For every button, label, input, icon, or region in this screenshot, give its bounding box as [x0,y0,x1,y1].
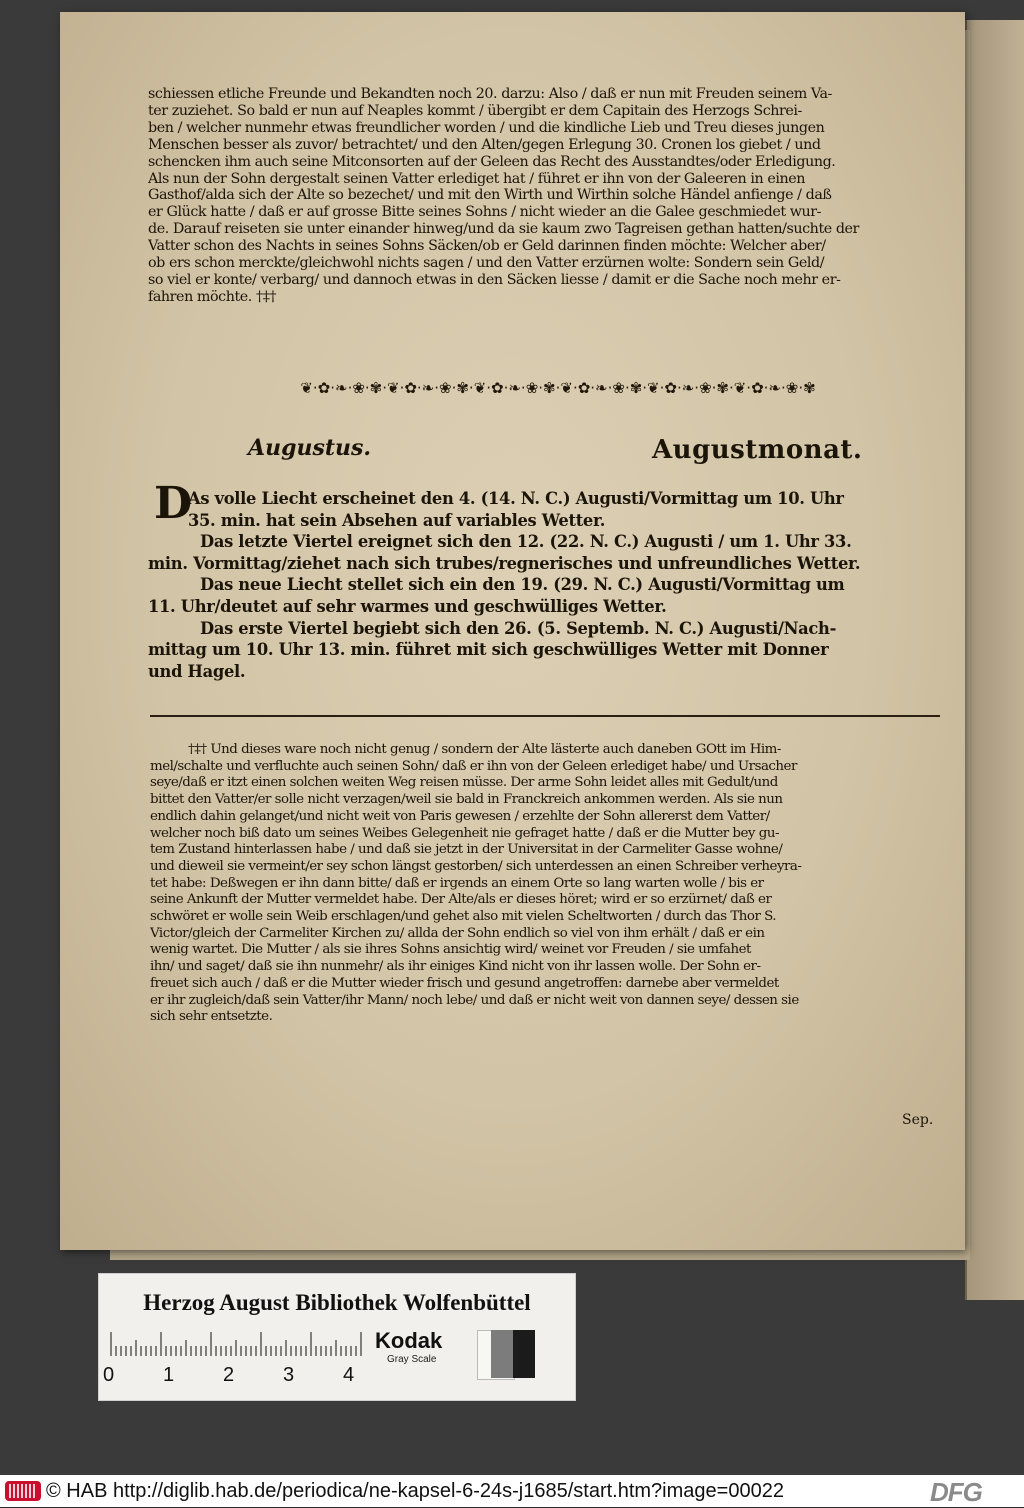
text-line: schiessen etliche Freunde und Bekandten noch 20. darzu: Also / daß er nun mit Freuden seinem Va- [148,86,832,102]
phase-line: 35. min. hat sein Absehen auf variables Wetter. [188,510,606,530]
note-line: schwöret er wolle sein Weib erschlagen/und gehet also mit vielen Scheltworten / durch das Thor S. [150,909,777,925]
note-line: seye/daß er itzt einen solchen weiten Weg reisen müsse. Der arme Sohn leidet alles mit Gedult/und [150,775,778,791]
text-line: ob ers schon merckte/gleichwohl nichts sagen / und den Vatter erzürnen wolte: Sondern sein Geld/ [148,255,825,272]
note-line: tem Zustand hinterlassen habe / und daß sie jetzt in der Universitat in der Carmeliter Gasse wohne/ [150,842,783,858]
note-line: und dieweil sie vermeint/er sey schon längst gestorben/ sich unterdessen an einen Schreiber verheyra- [150,858,802,874]
note-line: seine Ankunft der Mutter vermeldet habe. Der Alte/als er dieses höret; wird er so erzürnet/ daß er [150,892,772,908]
catchword: Sep. [902,1112,934,1128]
phase-line: und Hagel. [148,661,246,681]
phase-line: Das letzte Viertel ereignet sich den 12. (22. N. C.) Augusti / um 1. Uhr 33. [200,532,852,552]
barcode-icon [4,1480,42,1502]
text-line: Als nun der Sohn dergestalt seinen Vatter erlediget hat / führet er ihn von der Galeeren in einen [148,170,805,187]
footnote-text [150,742,950,1026]
note-line: er ihr zugleich/daß sein Vatter/ihr Mann/ noch lebe/ und daß er nicht weit von dannen seye/ dessen sie [150,992,799,1008]
note-line: wenig wartet. Die Mutter / als sie ihres Sohns ansichtig wird/ weinet vor Freuden / sie umfahet [150,942,751,958]
dfg-logo: DFG [930,1477,982,1507]
text-line: so viel er konte/ verbarg/ und dannoch etwas in den Säcken liesse / damit er die Sache noch mehr er- [148,271,841,288]
note-line: Victor/gleich der Carmeliter Kirchen zu/ allda der Sohn endlich so viel von ihm erhält / daß er ein [150,925,765,941]
note-line: freuet sich auch / daß er die Mutter wieder frisch und gesund angetroffen: darnebe aber vermeldet [150,975,779,991]
text-line: Menschen besser als zuvor/ betrachtet/ und den Alten/gegen Erlegung 30. Cronen los giebet / und [148,136,821,153]
text-line: fahren möchte. †‡† [148,288,277,305]
ruler-numbers [103,1364,363,1388]
phase-line: mittag um 10. Uhr 13. min. führet mit sich geschwülliges Wetter mit Donner [148,640,829,660]
document-page [60,12,965,1250]
ruler-number: 1 [163,1364,175,1386]
note-line: ihn/ und saget/ daß sie ihn nunmehr/ als ihr einiges Kind nicht von ihr lassen wolle. Der Sohn er- [150,959,761,975]
note-line: endlich dahin gelanget/und nicht weit von Paris gewesen / erzehlte der Sohn allererst dem Vatter/ [150,808,770,824]
ruler-scale [109,1330,365,1356]
kodak-logo: Kodak [375,1328,443,1353]
text-line: schencken ihm auch seine Mitconsorten auf der Geleen das Recht des Ausstandtes/oder Erledigung. [148,153,836,170]
phase-line: Das erste Viertel begiebt sich den 26. (5. Septemb. N. C.) Augusti/Nach- [200,618,837,638]
note-line: welcher noch biß dato um seines Weibes Gelegenheit nie gefraget hatte / daß er die Mutter bey gu- [150,825,779,841]
phase-line: As volle Liecht erscheinet den 4. (14. N. C.) Augusti/Vormittag um 10. Uhr [188,489,844,508]
note-line: bittet den Vatter/er solle nicht verzagen/weil sie bald in Franckreich ankommen werden. Als sie nun [150,792,783,808]
text-line: Vatter schon des Nachts in seines Sohns Säcken/ob er Geld darinnen finden möchte: Welcher aber/ [148,238,826,255]
note-line: tet habe: Deßwegen er ihn dann bitte/ daß er irgends an einem Orte so lang warten wolle / bis er [150,875,764,891]
text-line: ben / welcher nunmehr etwas freundlicher worden / und die kindliche Lieb und Treu dieses jungen [148,119,825,136]
ornamental-divider: ❦·✿·❧·❀·✾·❦·✿·❧·❀·✾·❦·✿·❧·❀·✾·❦·✿·❧·❀·✾·❦·✿·❧·❀·✾·❦·✿·❧·❀·✾ [300,379,816,397]
ruler-number: 4 [343,1364,355,1386]
continued-story-text [148,86,948,306]
note-line: †‡† Und dieses ware noch nicht genug / sondern der Alte lästerte auch daneben GOtt im Him- [188,742,781,757]
month-heading-latin: Augustus. [248,435,372,461]
phase-line: 11. Uhr/deutet auf sehr warmes und geschwülliges Wetter. [148,596,667,616]
text-line: Gasthof/alda sich der Alte so bezechet/ und mit den Wirth und Wirthin solche Händel anfienge / daß [148,187,832,204]
footer-bar [0,1475,1024,1507]
moon-phases-section [148,488,948,682]
text-line: de. Darauf reiseten sie unter einander hinweg/und da sie kaum zwo Tagreisen gethan hatten/suchte der [148,221,859,238]
phase-line: Das neue Liecht stellet sich ein den 19. (29. N. C.) Augusti/Vormittag um [200,575,845,595]
library-color-card [98,1273,576,1401]
phase-line: min. Vormittag/ziehet nach sich trubes/regnerisches und unfreundliches Wetter. [148,553,861,573]
ruler-number: 0 [103,1364,115,1386]
drop-cap: D [154,478,193,529]
note-line: mel/schalte und verfluchte auch seinen Sohn/ daß er ihn von der Geleen erlediget habe/ und Ursacher [150,758,797,774]
text-line: er Glück hatte / daß er auf grosse Bitte seines Sohns / nicht wieder an die Galee geschmiedet wur- [148,204,822,221]
gray-patch-mid [491,1330,513,1378]
text-line: ter zuziehet. So bald er nun auf Neaples kommt / übergibt er dem Capitain des Herzogs Schrei- [148,102,802,119]
adjacent-page-edge [965,20,1024,1300]
ruler-number: 2 [223,1364,235,1386]
ruler-number: 3 [283,1364,295,1386]
note-line: sich sehr entsetzte. [150,1009,273,1025]
horizontal-rule [150,715,940,717]
source-url[interactable]: © HAB http://diglib.hab.de/periodica/ne-kapsel-6-24s-j1685/start.htm?image=00022 [46,1480,784,1502]
library-name: Herzog August Bibliothek Wolfenbüttel [143,1290,531,1315]
month-heading-german: Augustmonat. [652,435,863,465]
gray-patch-dark [513,1330,535,1378]
gray-scale-label: Gray Scale [387,1354,437,1365]
